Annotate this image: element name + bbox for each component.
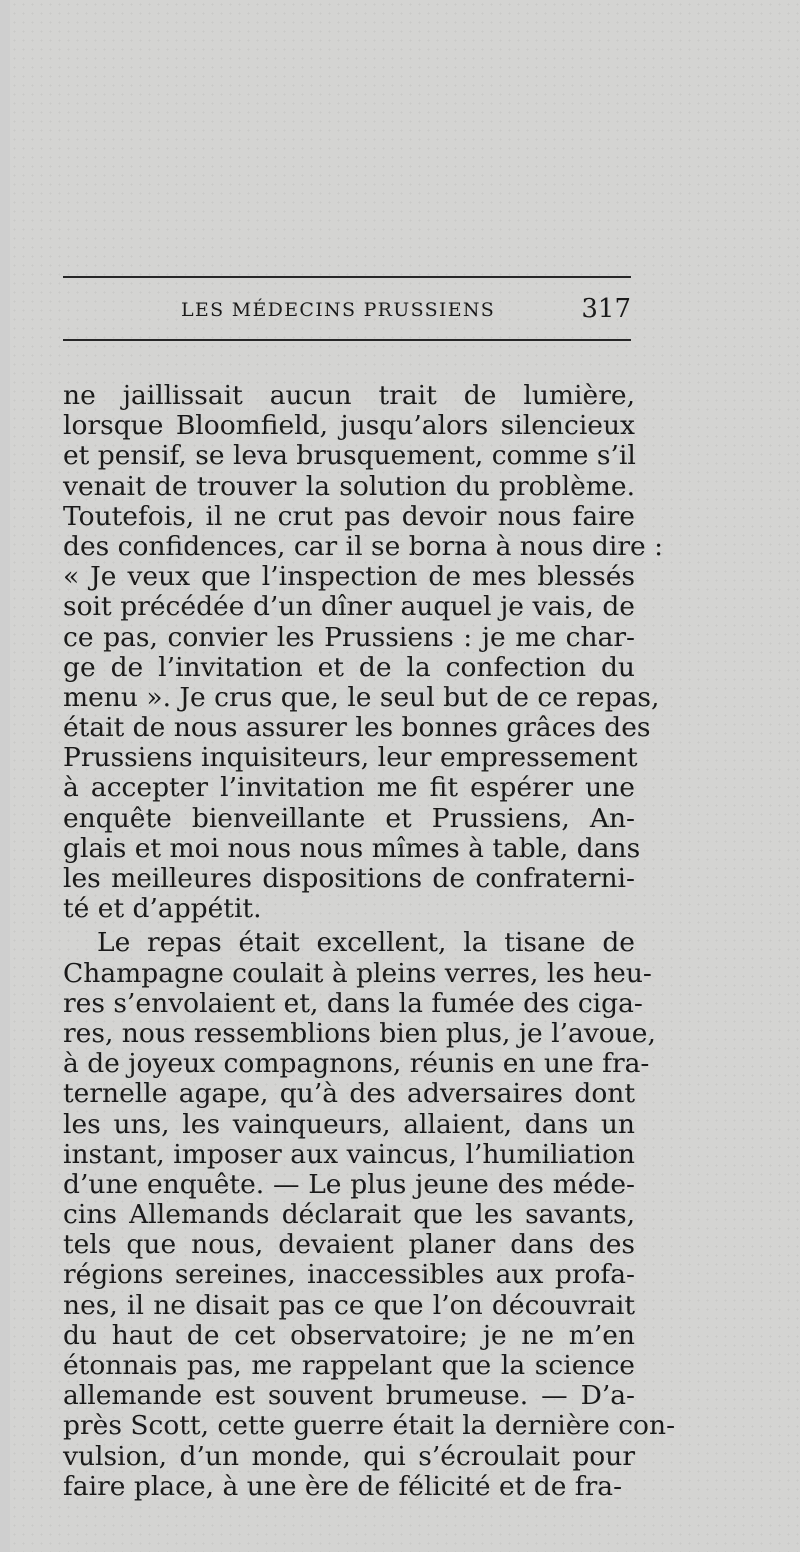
- text-line: d’une enquête. — Le plus jeune des méde-: [63, 1168, 635, 1200]
- text-line: tels que nous, devaient planer dans des: [63, 1229, 635, 1261]
- text-line: enquête bienveillante et Prussiens, An-: [63, 802, 635, 834]
- text-line: allemande est souvent brumeuse. — D’a-: [63, 1380, 635, 1412]
- text-line: Toutefois, il ne crut pas devoir nous faire: [63, 500, 635, 532]
- paragraph: [63, 380, 664, 925]
- text-line: près Scott, cette guerre était la dernière con-: [63, 1410, 676, 1442]
- text-line: ce pas, convier les Prussiens : je me char-: [63, 621, 635, 653]
- running-title: LES MÉDECINS PRUSSIENS: [181, 299, 496, 321]
- text-line: ge de l’invitation et de la confection du: [63, 651, 635, 683]
- text-line: à de joyeux compagnons, réunis en une fra-: [63, 1048, 650, 1080]
- text-line: du haut de cet observatoire; je ne m’en: [63, 1319, 635, 1351]
- text-line: cins Allemands déclarait que les savants,: [63, 1199, 635, 1231]
- text-line: étonnais pas, me rappelant que la science: [63, 1350, 635, 1381]
- text-line: lorsque Bloomfield, jusqu’alors silencieux: [63, 410, 635, 442]
- text-line: les uns, les vainqueurs, allaient, dans un: [63, 1108, 635, 1140]
- header-top-rule: [63, 276, 631, 278]
- text-line: nes, il ne disait pas ce que l’on découvrait: [63, 1289, 635, 1321]
- book-page: [10, 0, 800, 1552]
- text-line: menu ». Je crus que, le seul but de ce repas,: [63, 681, 660, 713]
- text-line: était de nous assurer les bonnes grâces des: [63, 712, 651, 744]
- text-line: res, nous ressemblions bien plus, je l’avoue,: [63, 1017, 656, 1049]
- page-number: 317: [581, 294, 631, 324]
- text-line: vulsion, d’un monde, qui s’écroulait pour: [63, 1440, 635, 1472]
- header-bottom-rule: [63, 339, 631, 341]
- text-line: Champagne coulait à pleins verres, les heu-: [63, 957, 652, 989]
- text-line: les meilleures dispositions de confraterni-: [63, 863, 635, 894]
- text-line: à accepter l’invitation me fit espérer une: [63, 772, 635, 804]
- text-line: des confidences, car il se borna à nous dire :: [63, 530, 664, 562]
- text-line: faire place, à une ère de félicité et de fra-: [63, 1470, 623, 1502]
- text-line: venait de trouver la solution du problème.: [63, 470, 635, 502]
- text-line: régions sereines, inaccessibles aux profa-: [63, 1259, 635, 1291]
- text-line: Prussiens inquisiteurs, leur empressement: [63, 742, 638, 774]
- running-head: [63, 294, 631, 328]
- text-line: ne jaillissait aucun trait de lumière,: [63, 380, 635, 411]
- text-line: res s’envolaient et, dans la fumée des ciga-: [63, 987, 643, 1019]
- text-line: Le repas était excellent, la tisane de: [97, 927, 635, 959]
- text-line: « Je veux que l’inspection de mes blessés: [63, 561, 635, 593]
- paragraph: [63, 927, 676, 1502]
- text-line: té et d’appétit.: [63, 893, 262, 925]
- body-text: [63, 380, 676, 1502]
- text-line: ternelle agape, qu’à des adversaires dont: [63, 1078, 635, 1110]
- text-line: instant, imposer aux vaincus, l’humiliation: [63, 1138, 635, 1170]
- text-line: glais et moi nous nous mîmes à table, dans: [63, 832, 641, 864]
- text-line: et pensif, se leva brusquement, comme s’il: [63, 440, 636, 472]
- text-line: soit précédée d’un dîner auquel je vais, de: [63, 591, 635, 623]
